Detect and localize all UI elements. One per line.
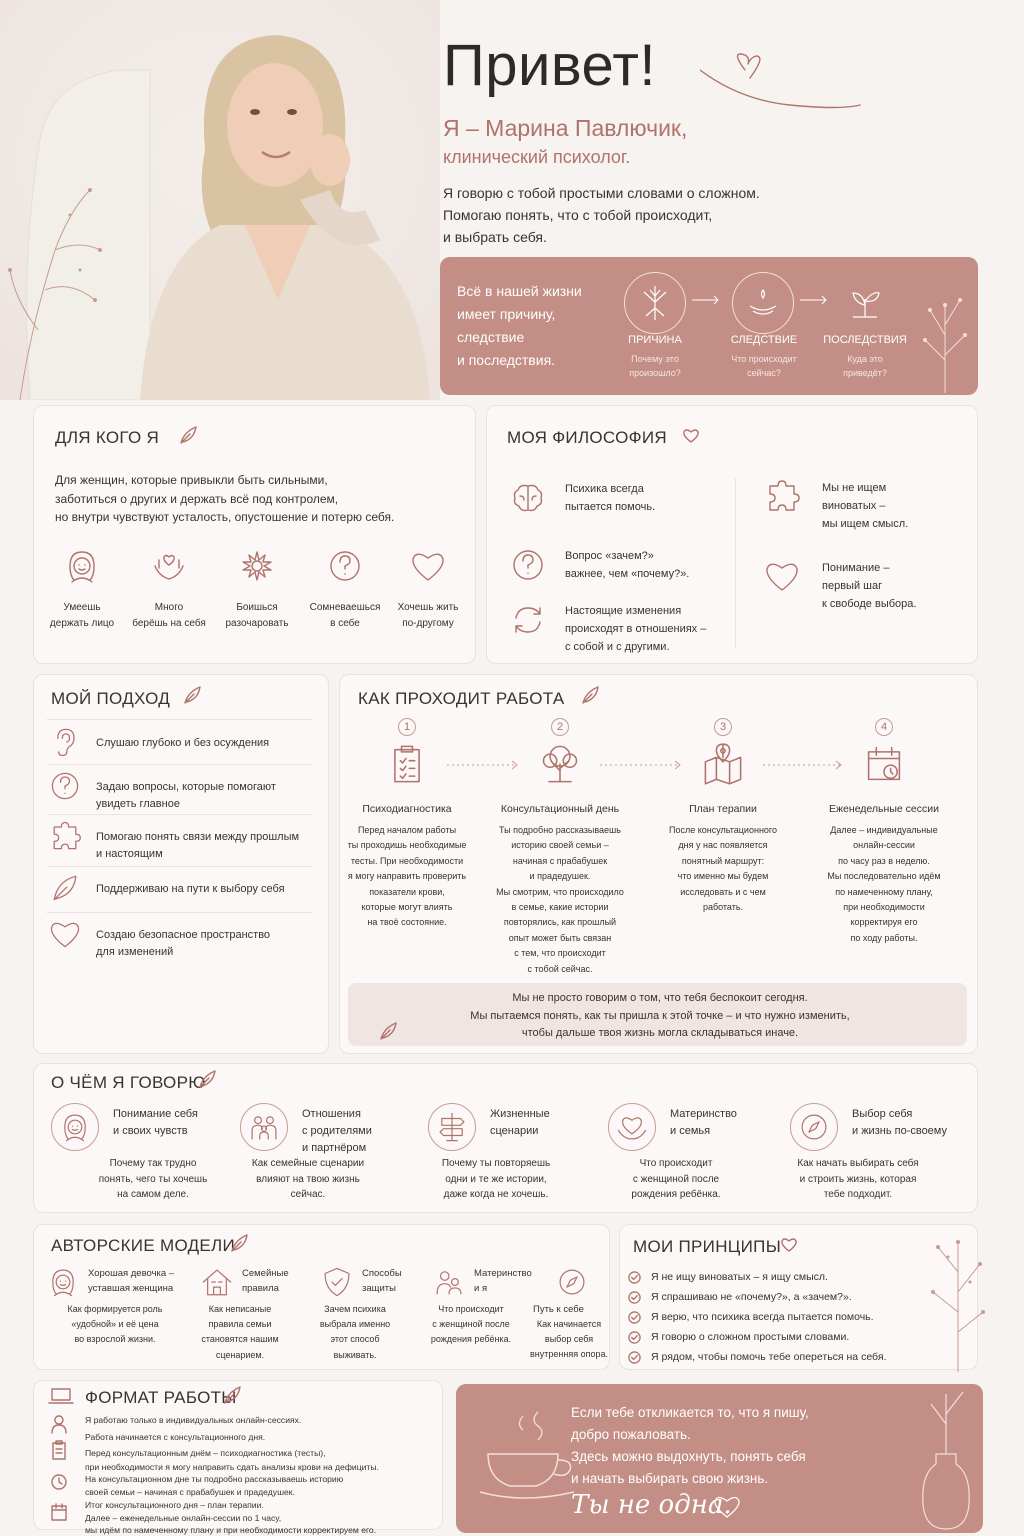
person-icon [50, 1414, 68, 1434]
heart-icon [682, 428, 700, 444]
puzzle-icon [762, 476, 802, 516]
cycle-icon [508, 600, 548, 640]
process-step-icon [385, 742, 429, 791]
philosophy-item-text: Вопрос «зачем?» важнее, чем «почему?». [565, 550, 690, 580]
dry-branch-icon [918, 1212, 998, 1372]
leaf-icon [197, 1068, 219, 1090]
check-circle-icon [628, 1291, 641, 1304]
process-step-icon [701, 742, 745, 791]
topic-text: Почему ты повторяешь одни и те же истории, даже когда не хочешь. [441, 1158, 551, 1200]
process-note: Мы не просто говорим о том, что тебя беспокоит сегодня. Мы пытаемся понять, как ты пришла к этой точке – и что нужно изменить, чтобы дальше твоя жизнь могла складываться иначе. [470, 992, 850, 1039]
hero-name: Я – Марина Павлючик, [443, 115, 688, 141]
process-step-title: Еженедельные сессии [829, 803, 939, 815]
model-text: Зачем психика выбрала именно этот способ выживать. [319, 1304, 391, 1360]
brain-icon [508, 478, 548, 518]
step-consequence-title: ПОСЛЕДСТВИЯ [823, 334, 907, 346]
clock-icon [50, 1472, 68, 1492]
invite-text: Если тебе откликается то, что я пишу, добро пожаловать. Здесь можно выдохнуть, понять себя и начать выбирать свою жизнь. [571, 1405, 809, 1486]
approach-item-text: Помогаю понять связи между прошлым и настоящим [96, 831, 300, 860]
philosophy-divider [735, 478, 736, 648]
hero-role: клинический психолог. [443, 147, 631, 167]
step-cause-icon [624, 272, 686, 334]
process-step-title: Консультационный день [500, 803, 620, 815]
for-whom-item-icon [325, 546, 365, 591]
topic-text: Как начать выбирать себя и строить жизнь, которая тебе подходит. [797, 1158, 919, 1200]
approach-item-text: Создаю безопасное пространство для изменений [96, 929, 271, 958]
check-circle-icon [628, 1311, 641, 1324]
for-whom-item-label: Много берёшь на себя [132, 602, 206, 629]
process-step-title: План терапии [689, 803, 757, 815]
process-step-text: Перед началом работы ты проходишь необходимые тесты. При необходимости я могу направить проверить показатели крови, которые могут влиять на твоё состояние. [347, 825, 467, 928]
heart-icon [47, 916, 83, 952]
format-line: своей семьи – начиная с прабабушек и прадедушек. [85, 1487, 295, 1497]
dotted-arrow-icon [600, 760, 681, 770]
heart-icon [712, 1494, 742, 1520]
cup-icon [478, 1404, 578, 1504]
step-consequence-sub: Куда это приведёт? [843, 354, 887, 378]
philosophy-item-icon [508, 600, 548, 645]
model-icon [555, 1265, 589, 1304]
philosophy-item-text: Понимание – первый шаг к свободе выбора. [822, 562, 917, 610]
philosophy-item-text: Психика всегда пытается помочь. [565, 483, 656, 513]
topic-text: Почему так трудно понять, чего ты хочешь на самом деле. [98, 1158, 208, 1200]
format-line: Перед консультационным днём – психодиагностика (тесты), [85, 1448, 326, 1458]
for-whom-item-icon [408, 546, 448, 591]
leaf-icon [182, 684, 204, 706]
format-line: Далее – еженедельные онлайн-сессии по 1 часу, [85, 1513, 282, 1523]
dotted-arrow-icon [447, 760, 518, 770]
arrow-icon [692, 295, 720, 305]
step-effect-icon [732, 272, 794, 334]
principle-text: Я рядом, чтобы помочь тебе опереться на себя. [651, 1351, 887, 1363]
process-step-text: После консультационного дня у нас появляется понятный маршрут: что именно мы будем исследовать и с чем работать. [668, 825, 778, 913]
principle-text: Я не ищу виноватых – я ищу смысл. [651, 1271, 828, 1283]
flower-icon [237, 546, 277, 586]
philosophy-title: МОЯ ФИЛОСОФИЯ [507, 428, 667, 447]
topic-icon-circle [51, 1103, 99, 1151]
dry-flowers-icon [915, 265, 975, 393]
topic-title: Материнство и семья [670, 1108, 737, 1137]
philosophy-item-icon [508, 478, 548, 523]
topic-title: Понимание себя и своих чувств [113, 1108, 198, 1137]
leaf-icon [222, 1384, 244, 1406]
model-icon [432, 1265, 466, 1304]
process-step-icon [538, 742, 582, 791]
question-icon [325, 546, 365, 586]
tree-icon [538, 742, 582, 786]
process-step-number: 4 [875, 718, 893, 736]
step-cause-title: ПРИЧИНА [628, 334, 682, 346]
format-line: при необходимости я могу направить сдать анализы крови на дефициты. [85, 1462, 379, 1472]
philosophy-item-text: Настоящие изменения происходят в отношениях – с собой и с другими. [565, 605, 707, 653]
arrow-icon [800, 295, 828, 305]
compass-icon [555, 1265, 589, 1299]
approach-item-icon [47, 768, 83, 809]
laptop-icon [48, 1386, 74, 1406]
model-icon [46, 1265, 80, 1304]
woman-face-icon [58, 1110, 92, 1144]
process-step-number: 1 [398, 718, 416, 736]
approach-divider [47, 719, 312, 720]
principle-text: Я спрашиваю не «почему?», а «зачем?». [651, 1291, 852, 1303]
step-cause-sub: Почему это произошло? [629, 354, 681, 378]
vase-icon [911, 1384, 981, 1533]
leaf-icon [47, 870, 83, 906]
format-line: мы идём по намеченному плану и при необходимости корректируем его. [85, 1525, 377, 1535]
house-icon [200, 1265, 234, 1299]
topic-icon-circle [790, 1103, 838, 1151]
check-circle-icon [628, 1331, 641, 1344]
invite-sign: Ты не одна. [571, 1490, 732, 1520]
model-title: Семейные правила [242, 1268, 289, 1294]
mother-child-icon [432, 1265, 466, 1299]
check-circle-icon [628, 1271, 641, 1284]
step-consequence-icon [834, 272, 896, 334]
philosophy-item-icon [508, 545, 548, 590]
heart-icon [780, 1237, 798, 1253]
process-step-number: 2 [551, 718, 569, 736]
hands-heart-icon [149, 546, 189, 586]
for-whom-item-label: Боишься разочаровать [225, 602, 289, 629]
models-title: АВТОРСКИЕ МОДЕЛИ [51, 1236, 236, 1255]
approach-item-text: Задаю вопросы, которые помогают увидеть главное [96, 781, 276, 810]
model-text: Как формируется роль «удобной» и её цена во взрослой жизни. [67, 1304, 163, 1345]
model-text: Как начинается выбор себя внутренняя опора. [530, 1319, 608, 1360]
for-whom-item-label: Хочешь жить по-другому [397, 602, 459, 629]
approach-divider [47, 866, 312, 867]
heart-icon [762, 556, 802, 596]
banner-text: Всё в нашей жизни имеет причину, следствие и последствия. [457, 283, 582, 368]
calendar-icon [50, 1502, 68, 1522]
approach-divider [47, 912, 312, 913]
clipboard-icon [50, 1440, 68, 1460]
topic-title: Отношения с родителями и партнёром [302, 1108, 372, 1154]
approach-item-icon [47, 916, 83, 957]
question-icon [508, 545, 548, 585]
approach-divider [47, 764, 312, 765]
step-effect-title: СЛЕДСТВИЕ [730, 334, 798, 346]
woman-face-icon [46, 1265, 80, 1299]
signpost-icon [435, 1110, 469, 1144]
approach-divider [47, 814, 312, 815]
heart-hands-icon [615, 1110, 649, 1144]
for-whom-item-icon [149, 546, 189, 591]
model-text: Что происходит с женщиной после рождения ребёнка. [430, 1304, 512, 1345]
topic-icon-circle [608, 1103, 656, 1151]
leaf-icon [580, 684, 602, 706]
dotted-arrow-icon [763, 760, 842, 770]
format-line: На консультационном дне ты подробно рассказываешь историю [85, 1474, 344, 1484]
approach-item-icon [47, 870, 83, 911]
leaf-icon [178, 424, 200, 446]
process-step-icon [862, 742, 906, 791]
model-title: Хорошая девочка – уставшая женщина [88, 1268, 175, 1294]
model-title: Способы защиты [362, 1268, 402, 1294]
heart-swirl-icon [700, 50, 870, 120]
philosophy-item-icon [762, 476, 802, 521]
ear-icon [47, 724, 83, 760]
model-icon [320, 1265, 354, 1304]
model-icon [200, 1265, 234, 1304]
approach-title: МОЙ ПОДХОД [51, 689, 171, 708]
map-icon [701, 742, 745, 786]
approach-item-text: Слушаю глубоко и без осуждения [96, 737, 270, 749]
principles-title: МОИ ПРИНЦИПЫ [633, 1237, 782, 1256]
topic-icon-circle [240, 1103, 288, 1151]
process-step-text: Далее – индивидуальные онлайн-сессии по часу раз в неделю. Мы последовательно идём по намеченному плану, при необходимости корректируя его по ходу работы. [827, 825, 941, 943]
heart-icon [408, 546, 448, 586]
process-step-title: Психодиагностика [362, 803, 452, 815]
topic-title: Жизненные сценарии [490, 1108, 550, 1137]
woman-face-icon [62, 546, 102, 586]
for-whom-item-label: Умеешь держать лицо [49, 602, 115, 629]
hero-intro: Я говорю с тобой простыми словами о сложном. Помогаю понять, что с тобой происходит, и выбрать себя. [443, 185, 760, 245]
process-step-text: Ты подробно рассказываешь историю своей семьи – начиная с прабабушек и прадедушек. Мы смотрим, что происходило в семье, какие истории повторялись, как прошлый опыт может быть связан с тем, что происходит с тобой сейчас. [496, 825, 624, 974]
family-icon [247, 1110, 281, 1144]
hero-photo [0, 0, 440, 400]
philosophy-item-text: Мы не ищем виноватых – мы ищем смысл. [822, 482, 909, 530]
leaf-icon [229, 1232, 251, 1254]
process-step-number: 3 [714, 718, 732, 736]
approach-item-icon [47, 724, 83, 765]
compass-icon [797, 1110, 831, 1144]
topic-icon-circle [428, 1103, 476, 1151]
for-whom-title: ДЛЯ КОГО Я [55, 428, 160, 447]
format-title: ФОРМАТ РАБОТЫ [85, 1388, 237, 1407]
calendar-icon [862, 742, 906, 786]
puzzle-icon [47, 818, 83, 854]
model-text: Как неписаные правила семьи становятся нашим сценарием. [201, 1304, 279, 1360]
topic-text: Как семейные сценарии влияют на твою жизнь сейчас. [251, 1158, 365, 1200]
check-circle-icon [628, 1351, 641, 1364]
hero-title: Привет! [443, 33, 657, 98]
step-effect-sub: Что происходит сейчас? [731, 354, 797, 378]
question-icon [47, 768, 83, 804]
format-line: Я работаю только в индивидуальных онлайн-сессиях. [85, 1415, 302, 1425]
principle-text: Я говорю о сложном простыми словами. [651, 1331, 850, 1343]
topic-text: Что происходит с женщиной после рождения ребёнка. [631, 1158, 721, 1200]
principle-text: Я верю, что психика всегда пытается помочь. [651, 1311, 874, 1323]
topics-title: О ЧЁМ Я ГОВОРЮ [51, 1073, 206, 1092]
for-whom-text: Для женщин, которые привыкли быть сильными, заботиться о других и держать всё под контролем, но внутри чувствуют усталость, опустошение и потерю себя. [55, 473, 395, 524]
clipboard-icon [385, 742, 429, 786]
for-whom-item-icon [237, 546, 277, 591]
topic-title: Выбор себя и жизнь по-своему [852, 1108, 947, 1137]
format-line: Итог консультационного дня – план терапии. [85, 1500, 264, 1510]
philosophy-item-icon [762, 556, 802, 601]
process-title: КАК ПРОХОДИТ РАБОТА [358, 689, 565, 708]
model-title: Путь к себе [533, 1304, 584, 1315]
approach-item-icon [47, 818, 83, 859]
model-title: Материнство и я [474, 1268, 532, 1294]
for-whom-item-label: Сомневаешься в себе [309, 602, 381, 629]
format-line: Работа начинается с консультационного дня. [85, 1432, 266, 1442]
for-whom-item-icon [62, 546, 102, 591]
approach-item-text: Поддерживаю на пути к выбору себя [96, 883, 285, 895]
shield-icon [320, 1265, 354, 1299]
